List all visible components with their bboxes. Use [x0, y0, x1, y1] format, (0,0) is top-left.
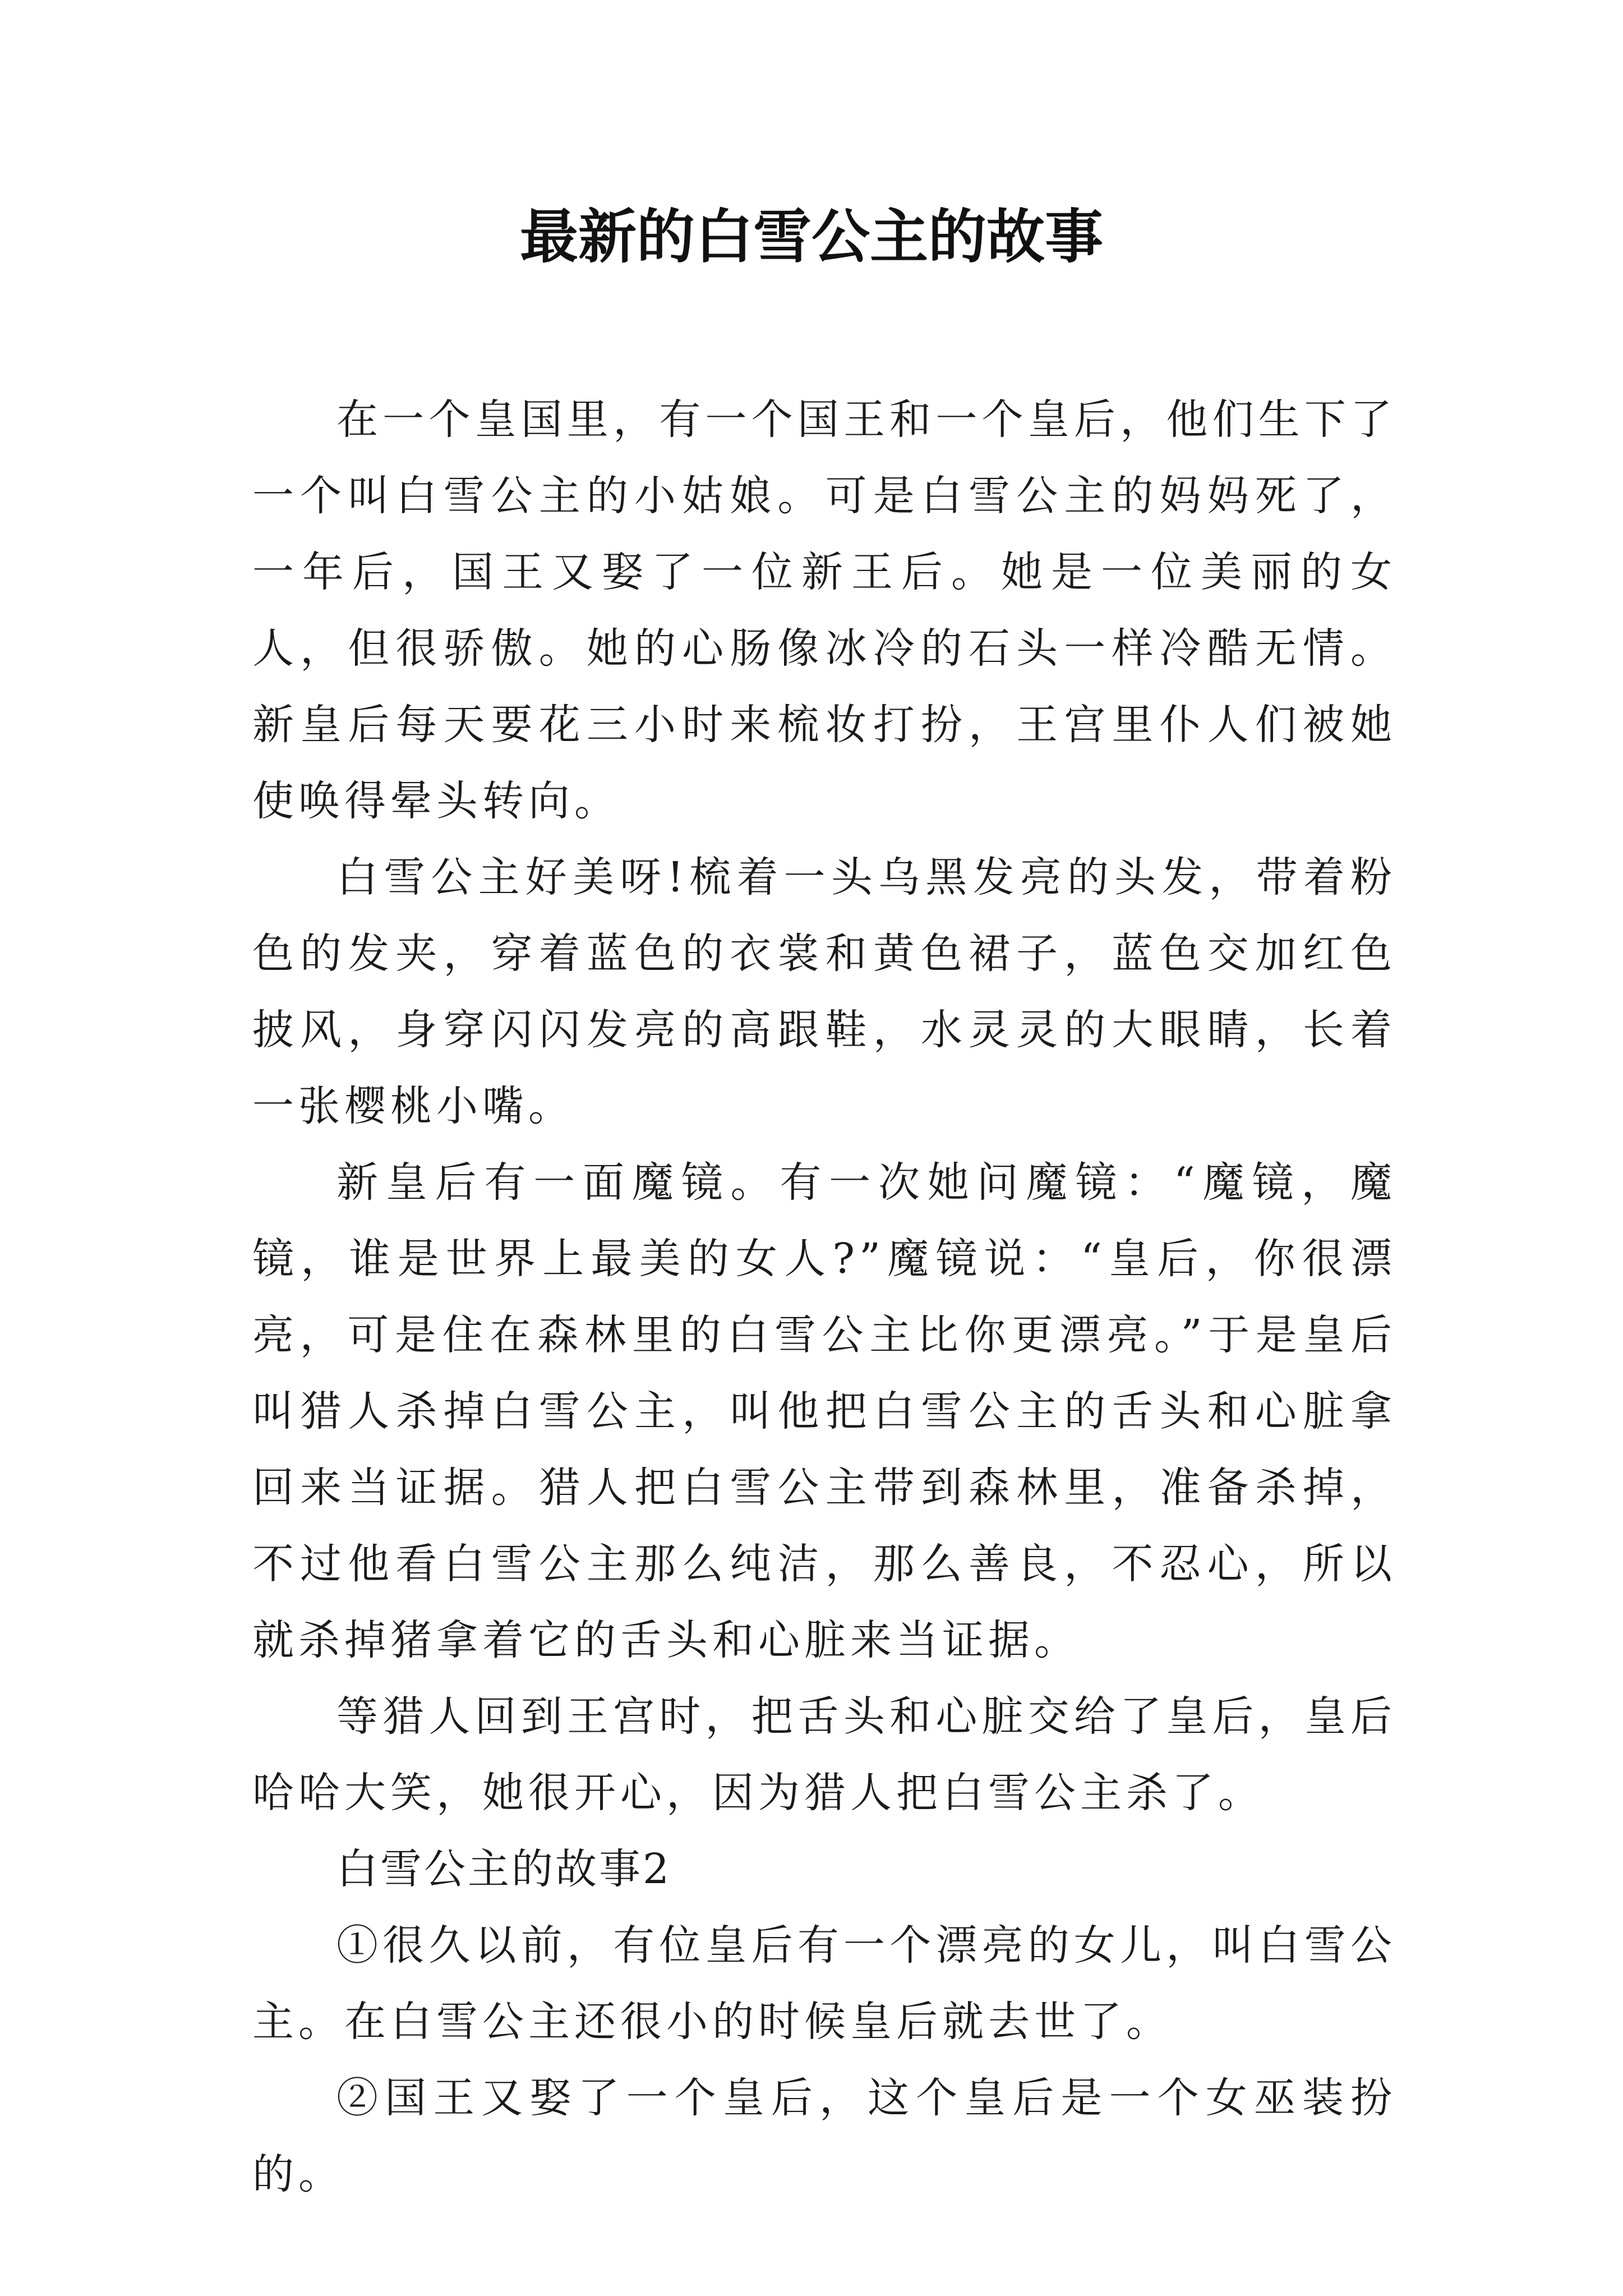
- paragraph-3: 新皇后有一面魔镜。有一次她问魔镜：“魔镜，魔镜，谁是世界上最美的女人?”魔镜说：“皇后，你很漂亮，可是住在森林里的白雪公主比你更漂亮。”于是皇后叫猎人杀掉白雪公主，叫他把白雪公主的舌头和心脏拿回来当证据。猎人把白雪公主带到森林里，准备杀掉，不过他看白雪公主那么纯洁，那么善良，不忍心，所以就杀掉猪拿着它的舌头和心脏来当证据。: [252, 1158, 1396, 1664]
- section-heading-story-2: 白雪公主的故事2: [336, 1845, 672, 1893]
- paragraph-2: 白雪公主好美呀!梳着一头乌黑发亮的头发，带着粉色的发夹，穿着蓝色的衣裳和黄色裙子，蓝色交加红色披风，身穿闪闪发亮的高跟鞋，水灵灵的大眼睛，长着一张樱桃小嘴。: [252, 853, 1396, 1130]
- document-body: [252, 381, 1396, 2212]
- paragraph-4: 等猎人回到王宫时，把舌头和心脏交给了皇后，皇后哈哈大笑，她很开心，因为猎人把白雪公主杀了。: [252, 1692, 1396, 1817]
- document-title: 最新的白雪公主的故事: [519, 202, 1103, 271]
- paragraph-7: ②国王又娶了一个皇后，这个皇后是一个女巫装扮的。: [252, 2074, 1396, 2198]
- paragraph-6: ①很久以前，有位皇后有一个漂亮的女儿，叫白雪公主。在白雪公主还很小的时候皇后就去世了。: [252, 1921, 1396, 2046]
- paragraph-1: 在一个皇国里，有一个国王和一个皇后，他们生下了一个叫白雪公主的小姑娘。可是白雪公主的妈妈死了，一年后，国王又娶了一位新王后。她是一位美丽的女人，但很骄傲。她的心肠像冰冷的石头一样冷酷无情。新皇后每天要花三小时来梳妆打扮，王宫里仆人们被她使唤得晕头转向。: [252, 395, 1396, 825]
